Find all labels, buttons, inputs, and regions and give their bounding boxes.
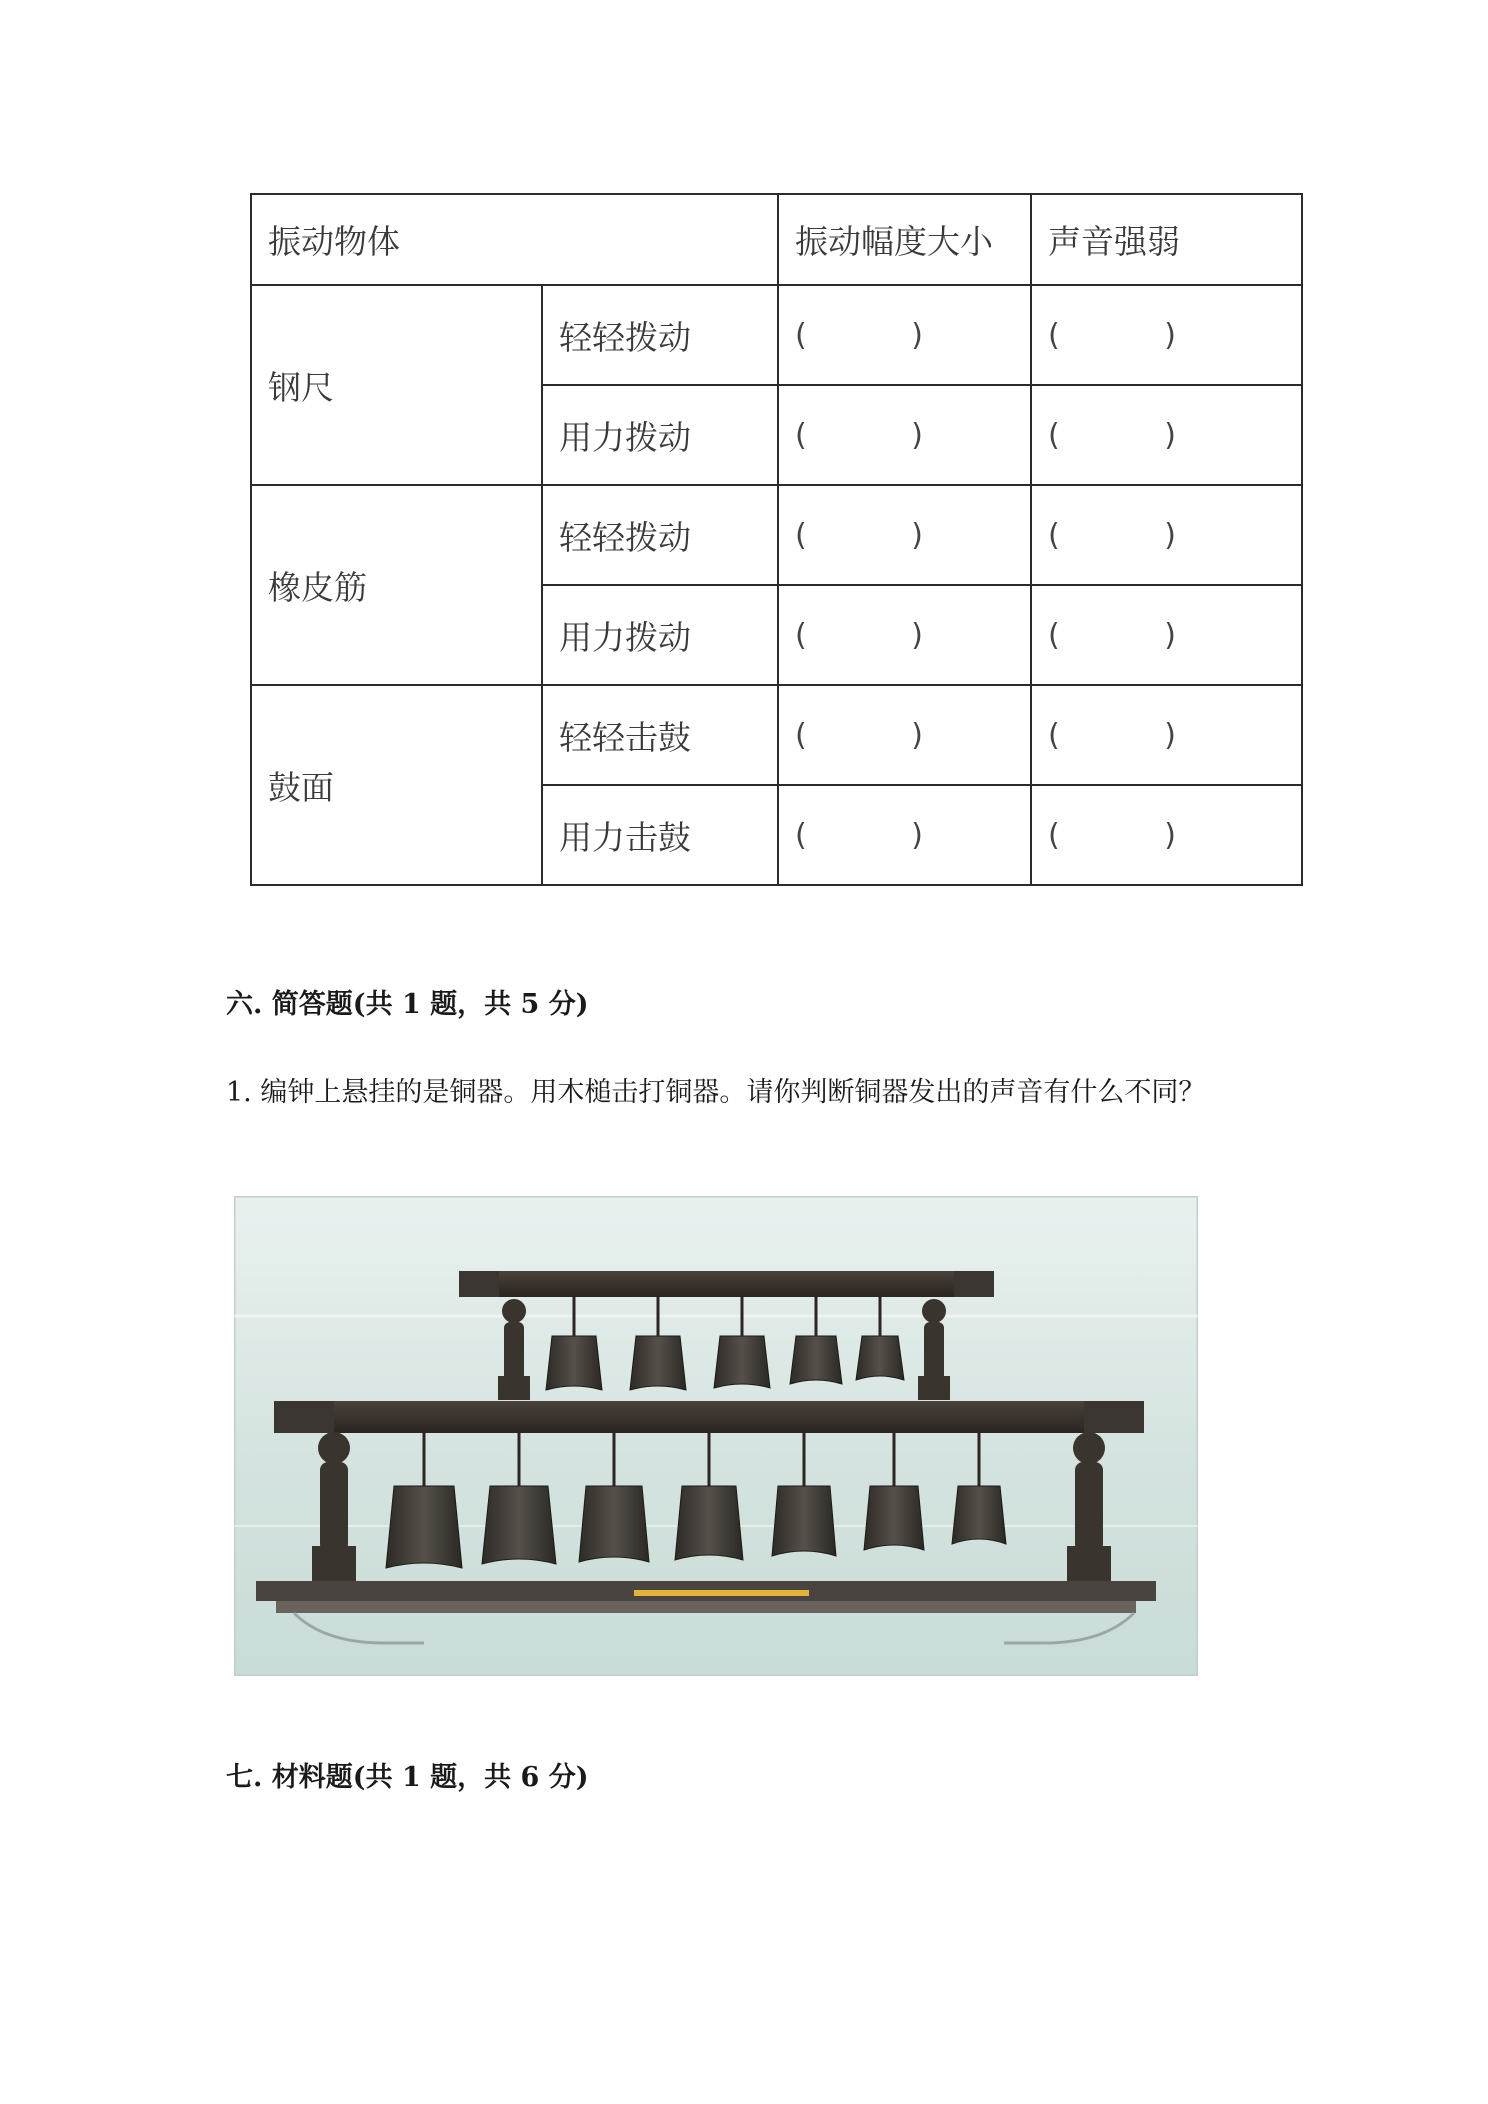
table-row (251, 485, 1302, 585)
loudness-blank[interactable]: ( ) (1031, 285, 1302, 385)
header-loudness: 声音强弱 (1031, 194, 1302, 285)
amplitude-blank[interactable]: ( ) (778, 285, 1031, 385)
action-cell: 轻轻拨动 (542, 485, 778, 585)
action-cell: 用力拨动 (542, 385, 778, 485)
object-cell: 橡皮筋 (251, 485, 542, 685)
lower-beam (274, 1401, 1144, 1433)
loudness-blank[interactable]: ( ) (1031, 585, 1302, 685)
table-header-row (251, 194, 1302, 285)
table-row (251, 685, 1302, 785)
amplitude-blank[interactable]: ( ) (778, 785, 1031, 885)
amplitude-blank[interactable]: ( ) (778, 685, 1031, 785)
section7-title: 七. 材料题(共 1 题，共 6 分) (226, 1762, 589, 1793)
loudness-blank[interactable]: ( ) (1031, 485, 1302, 585)
loudness-blank[interactable]: ( ) (1031, 685, 1302, 785)
section6-title: 六. 简答题(共 1 题，共 5 分) (226, 989, 589, 1020)
experiment-table (250, 193, 1303, 886)
action-cell: 用力击鼓 (542, 785, 778, 885)
bianzhong-photo (234, 1196, 1198, 1676)
header-amplitude: 振动幅度大小 (778, 194, 1031, 285)
object-cell: 鼓面 (251, 685, 542, 885)
loudness-blank[interactable]: ( ) (1031, 785, 1302, 885)
amplitude-blank[interactable]: ( ) (778, 585, 1031, 685)
loudness-blank[interactable]: ( ) (1031, 385, 1302, 485)
header-object: 振动物体 (251, 194, 778, 285)
amplitude-blank[interactable]: ( ) (778, 385, 1031, 485)
question-1: 1. 编钟上悬挂的是铜器。用木槌击打铜器。请你判断铜器发出的声音有什么不同？ (226, 1077, 1206, 1108)
object-cell: 钢尺 (251, 285, 542, 485)
amplitude-blank[interactable]: ( ) (778, 485, 1031, 585)
action-cell: 用力拨动 (542, 585, 778, 685)
base-accent (634, 1590, 809, 1596)
upper-beam (459, 1271, 994, 1297)
action-cell: 轻轻拨动 (542, 285, 778, 385)
table-row (251, 285, 1302, 385)
action-cell: 轻轻击鼓 (542, 685, 778, 785)
